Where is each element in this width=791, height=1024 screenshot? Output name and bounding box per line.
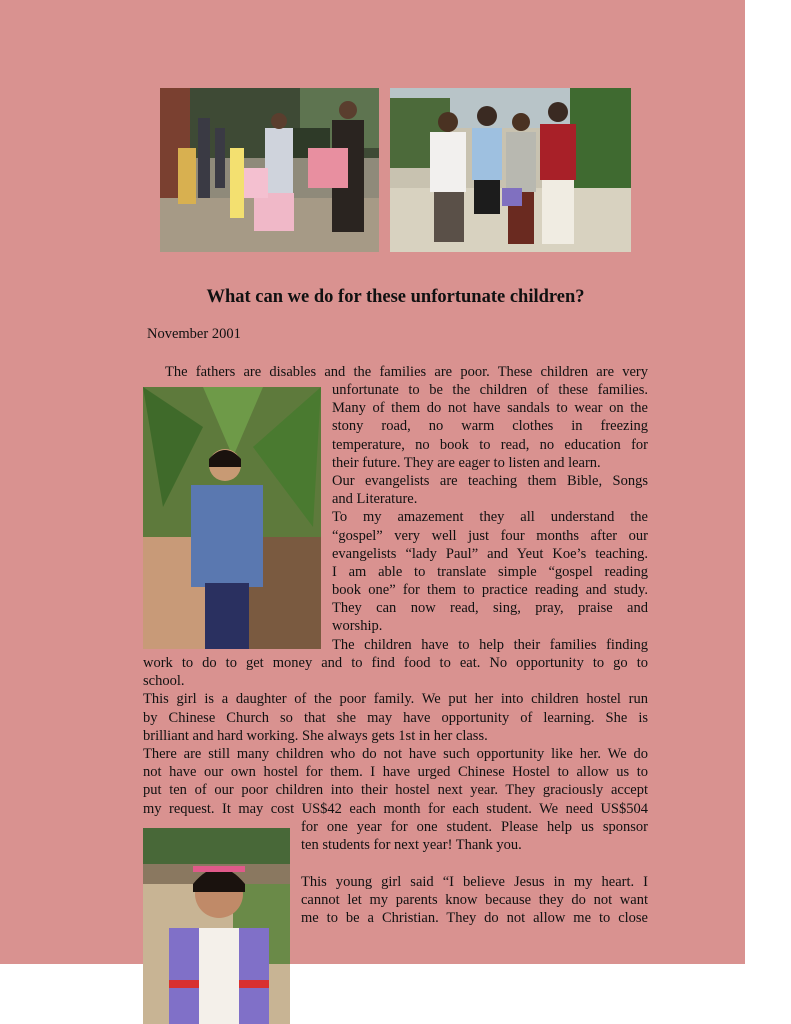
text-line: worship.: [332, 618, 383, 635]
text-line: book one” for them to practice reading and study.: [332, 582, 648, 599]
text-line: for one year for one student. Please help us sponsor: [301, 819, 648, 835]
paragraph-beside-girl-photo: [332, 381, 648, 654]
text-line: school.: [143, 673, 185, 690]
text-line: put ten of our poor children into their hostel next year. They graciously accept: [143, 782, 648, 799]
text-line: The children have to help their families finding: [332, 636, 648, 653]
photo-young-girl-with-headband: [143, 828, 290, 1024]
text-line: This girl is a daughter of the poor family. We put her into children hostel run: [143, 691, 648, 708]
text-line: To my amazement they all understand the: [332, 509, 648, 526]
paragraph-full-width: [143, 654, 648, 818]
photo-villagers-with-gifts: [160, 88, 379, 252]
text-line: This young girl said “I believe Jesus in my heart. I: [301, 873, 648, 890]
paragraph-intro: [165, 363, 648, 381]
photo-girl-in-denim-jacket: [143, 387, 321, 649]
text-line: brilliant and hard working. She always gets 1st in her class.: [143, 727, 488, 744]
text-line: evangelists “lady Paul” and Yeut Koe’s teaching.: [332, 545, 648, 562]
article-date: November 2001: [147, 326, 241, 342]
text-line: me to be a Christian. They do not allow me to close: [301, 909, 648, 926]
text-line: “gospel” very well just four months after our: [332, 527, 648, 544]
text-line: Many of them do not have sandals to wear on the: [332, 400, 648, 417]
article-title: What can we do for these unfortunate children?: [206, 287, 585, 307]
text-line: I am able to translate simple “gospel reading: [332, 563, 648, 580]
text-line: unfortunate to be the children of these families.: [332, 382, 648, 398]
text-line: and Literature.: [332, 491, 418, 508]
text-line: my request. It may cost US$42 each month for each student. We need US$504: [143, 800, 648, 817]
text-line: They can now read, sing, pray, praise and: [332, 600, 648, 617]
text-line: [301, 854, 648, 872]
text-line: Our evangelists are teaching them Bible, Songs: [332, 472, 648, 489]
paragraph-beside-young-girl-photo: [301, 818, 648, 927]
text-line: There are still many children who do not have such opportunity like her. We do: [143, 745, 648, 762]
text-line: cannot let my parents know because they do not want: [301, 891, 648, 908]
text-line: not have our own hostel for them. I have urged Chinese Hostel to allow us to: [143, 764, 648, 781]
text-line: The fathers are disables and the families are poor. These children are very: [165, 364, 648, 380]
text-line: ten students for next year! Thank you.: [301, 837, 522, 854]
text-line: work to do to get money and to find food to eat. No opportunity to go to: [143, 655, 648, 671]
text-line: by Chinese Church so that she may have opportunity of learning. She is: [143, 709, 648, 726]
text-line: temperature, no book to read, no education for: [332, 436, 648, 453]
text-line: their future. They are eager to listen and learn.: [332, 454, 601, 471]
photo-group-of-four: [390, 88, 631, 252]
text-line: stony road, no warm clothes in freezing: [332, 418, 648, 435]
